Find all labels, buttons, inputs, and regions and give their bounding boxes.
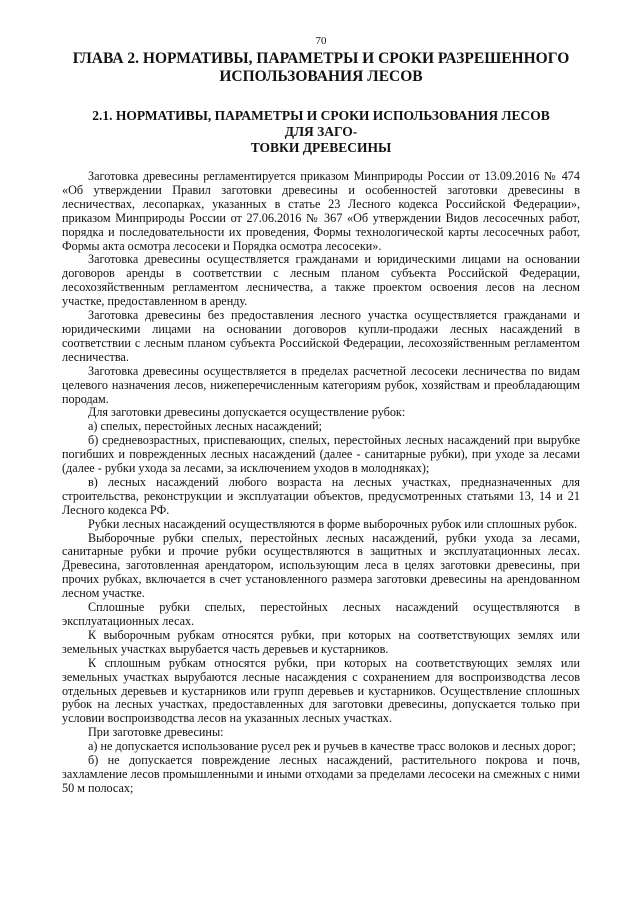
body-text bbox=[62, 170, 580, 796]
page-number: 70 bbox=[315, 35, 327, 47]
paragraph-allowed-cuttings-intro: Для заготовки древесины допускается осуществление рубок: bbox=[88, 405, 406, 420]
paragraph-estimated-cutting-area: Заготовка древесины осуществляется в пределах расчетной лесосеки лесничества по видам целевого назначения лесов, нижеперечисленным категориям рубок, хозяйствам и преобладающим породам. bbox=[62, 363, 580, 406]
section-title bbox=[62, 108, 580, 156]
paragraph-harvesting-rules-intro: При заготовке древесины: bbox=[88, 725, 224, 740]
paragraph-clear-cuttings-exploitation: Сплошные рубки спелых, перестойных лесных насаждений осуществляются в эксплуатационных лесах. bbox=[62, 600, 580, 628]
paragraph-clear-definition: К сплошным рубкам относятся рубки, при которых на соответствующих землях или земельных участках вырубаются лесные насаждения с сохранением для воспроизводства лесов отдельных деревьев и кустарников или групп деревьев и кустарников. Осуществление сплошных рубок на лесных участках, предоставленных для заготовки древесины, допускается только при условии воспроизводства лесов на указанных лесных участках. bbox=[62, 655, 580, 726]
list-item-a: а) спелых, перестойных лесных насаждений; bbox=[88, 419, 323, 434]
chapter-title-line-1: ГЛАВА 2. НОРМАТИВЫ, ПАРАМЕТРЫ И СРОКИ РАЗРЕШЕННОГО bbox=[72, 50, 570, 67]
chapter-title bbox=[62, 50, 580, 86]
paragraph-regulation: Заготовка древесины регламентируется приказом Минприроды России от 13.09.2016 № 474 «Об утверждении Правил заготовки древесины и особенностей заготовки древесины в лесничествах, лесопарках, указанных в статье 23 Лесного кодекса Российской Федерации», приказом Минприроды России от 27.06.2016 № 367 «Об утверждении Видов лесосечных работ, порядка и последовательности их проведения, Формы технологической карты лесосечных работ, Формы акта осмотра лесосеки и Порядка осмотра лесосеки». bbox=[62, 169, 580, 253]
paragraph-selective-cuttings: Выборочные рубки спелых, перестойных лесных насаждений, рубки ухода за лесами, санитарные рубки и прочие рубки осуществляются в защитных и эксплуатационных лесах. Древесина, заготовленная арендатором, использующим леса в целях заготовки древесины, при прочих рубках, включается в счет установленного размера заготовки древесины на арендованном лесном участке. bbox=[62, 530, 580, 601]
section-title-line-1: 2.1. НОРМАТИВЫ, ПАРАМЕТРЫ И СРОКИ ИСПОЛЬЗОВАНИЯ ЛЕСОВ ДЛЯ ЗАГО- bbox=[92, 108, 550, 139]
rule-item-a: а) не допускается использование русел рек и ручьев в качестве трасс волоков и лесных дорог; bbox=[88, 739, 576, 754]
list-item-v: в) лесных насаждений любого возраста на лесных участках, предназначенных для строительства, реконструкции и эксплуатации объектов, предусмотренных статьями 13, 14 и 21 Лесного кодекса РФ. bbox=[62, 474, 580, 517]
paragraph-lease-harvesting: Заготовка древесины осуществляется гражданами и юридическими лицами на основании договоров аренды в соответствии с лесным планом субъекта Российской Федерации, лесохозяйственным регламентом лесничества, а также проектом освоения лесов на лесном участке, предоставленном в аренду. bbox=[62, 252, 580, 309]
section-title-line-2: ТОВКИ ДРЕВЕСИНЫ bbox=[250, 140, 392, 155]
paragraph-cutting-forms: Рубки лесных насаждений осуществляются в форме выборочных рубок или сплошных рубок. bbox=[88, 516, 578, 531]
list-item-b: б) средневозрастных, приспевающих, спелых, перестойных лесных насаждений при вырубке погибших и поврежденных лесных насаждений (далее - санитарные рубки), при уходе за лесами (далее - рубки ухода за лесами, за исключением уходов в молодняках); bbox=[62, 433, 580, 476]
paragraph-selective-definition: К выборочным рубкам относятся рубки, при которых на соответствующих землях или земельных участках вырубается часть деревьев и кустарников. bbox=[62, 627, 580, 656]
chapter-title-line-2: ИСПОЛЬЗОВАНИЯ ЛЕСОВ bbox=[219, 68, 423, 85]
paragraph-no-plot-harvesting: Заготовка древесины без предоставления лесного участка осуществляется гражданами и юридическими лицами на основании договоров купли-продажи лесных насаждений в соответствии с лесным планом субъекта Российской Федерации, лесохозяйственным регламентом лесничества. bbox=[62, 308, 580, 364]
rule-item-b: б) не допускается повреждение лесных насаждений, растительного покрова и почв, захламление лесов промышленными и иными отходами за пределами лесосеки на смежных с ними 50 м полосах; bbox=[62, 753, 580, 795]
